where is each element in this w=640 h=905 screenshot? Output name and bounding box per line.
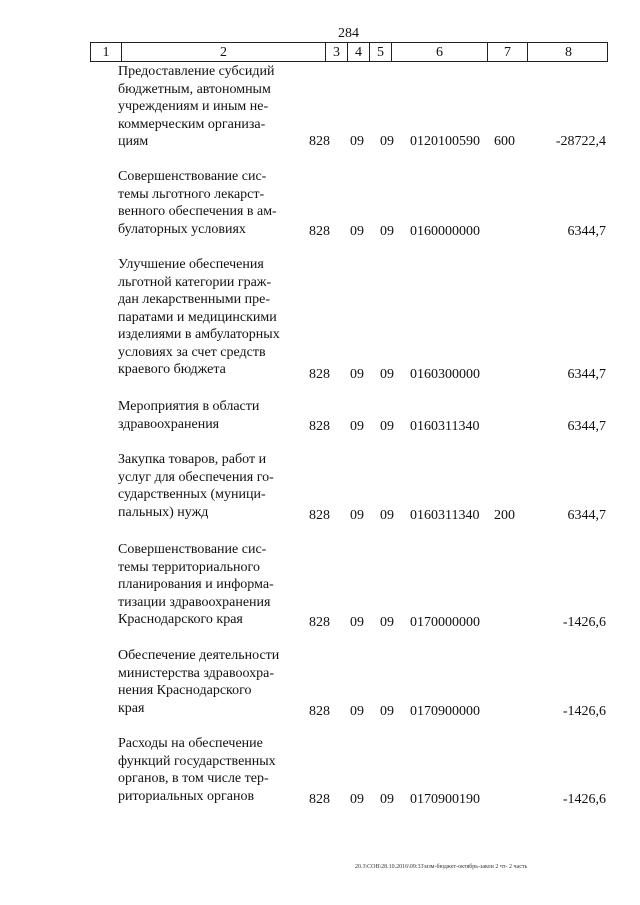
row-description: Совершенствование сис- темы территориального планирования и информа- тизации здравоохранения Краснодарского края: [118, 542, 274, 627]
row-amount: 6344,7: [567, 224, 606, 239]
row-description: Улучшение обеспечения льготной категории граж- дан лекарственными пре- паратами и медицинскими изделиями в амбулаторных условиях за счет средств краевого бюджета: [118, 257, 280, 377]
header-col-5: 5: [369, 43, 391, 61]
header-col-6: 6: [391, 43, 487, 61]
row-target-code: 0160300000: [410, 367, 480, 382]
row-target-code: 0160311340: [410, 508, 480, 523]
row-expense-type: 600: [494, 134, 515, 149]
row-section-code: 09: [350, 792, 364, 807]
row-subsection-code: 09: [380, 224, 394, 239]
row-description: Обеспечение деятельности министерства здравоохра- нения Краснодарского края: [118, 648, 280, 716]
row-subsection-code: 09: [380, 704, 394, 719]
header-col-4: 4: [347, 43, 369, 61]
row-subsection-code: 09: [380, 792, 394, 807]
row-subsection-code: 09: [380, 508, 394, 523]
page-number: 284: [338, 26, 359, 41]
row-amount: 6344,7: [567, 367, 606, 382]
row-description: Совершенствование сис- темы льготного лекарст- венного обеспечения в ам- булаторных условиях: [118, 169, 277, 237]
row-section-code: 09: [350, 508, 364, 523]
row-section-code: 09: [350, 615, 364, 630]
row-ministry-code: 828: [309, 704, 330, 719]
row-target-code: 0170900190: [410, 792, 480, 807]
row-target-code: 0160311340: [410, 419, 480, 434]
row-target-code: 0120100590: [410, 134, 480, 149]
row-target-code: 0170000000: [410, 615, 480, 630]
header-col-8: 8: [527, 43, 609, 61]
table-header: [90, 42, 608, 62]
row-ministry-code: 828: [309, 615, 330, 630]
row-ministry-code: 828: [309, 224, 330, 239]
row-section-code: 09: [350, 704, 364, 719]
row-subsection-code: 09: [380, 615, 394, 630]
row-description: Расходы на обеспечение функций государственных органов, в том числе тер- риториальных органов: [118, 736, 276, 804]
row-target-code: 0170900000: [410, 704, 480, 719]
row-amount: 6344,7: [567, 419, 606, 434]
row-amount: -28722,4: [555, 134, 606, 149]
row-ministry-code: 828: [309, 134, 330, 149]
row-target-code: 0160000000: [410, 224, 480, 239]
row-description: Предоставление субсидий бюджетным, автономным учреждениям и иным не- коммерческим организа- циям: [118, 64, 275, 149]
row-ministry-code: 828: [309, 792, 330, 807]
header-col-3: 3: [325, 43, 347, 61]
row-amount: -1426,6: [562, 792, 606, 807]
row-section-code: 09: [350, 367, 364, 382]
row-section-code: 09: [350, 134, 364, 149]
row-description: Закупка товаров, работ и услуг для обеспечения го- сударственных (муници- пальных) нужд: [118, 452, 274, 520]
header-col-7: 7: [487, 43, 527, 61]
row-ministry-code: 828: [309, 367, 330, 382]
row-subsection-code: 09: [380, 419, 394, 434]
row-ministry-code: 828: [309, 508, 330, 523]
header-col-2: 2: [121, 43, 325, 61]
row-amount: 6344,7: [567, 508, 606, 523]
row-amount: -1426,6: [562, 615, 606, 630]
row-subsection-code: 09: [380, 134, 394, 149]
row-description: Мероприятия в области здравоохранения: [118, 399, 260, 432]
document-footer: 20.3\СОВ\28.10.2016\09:33\изм-бюджет-октябрь-закон 2 чт- 2 часть: [355, 864, 528, 870]
row-expense-type: 200: [494, 508, 515, 523]
header-col-1: 1: [102, 45, 110, 60]
row-section-code: 09: [350, 419, 364, 434]
row-subsection-code: 09: [380, 367, 394, 382]
row-ministry-code: 828: [309, 419, 330, 434]
row-amount: -1426,6: [562, 704, 606, 719]
row-section-code: 09: [350, 224, 364, 239]
